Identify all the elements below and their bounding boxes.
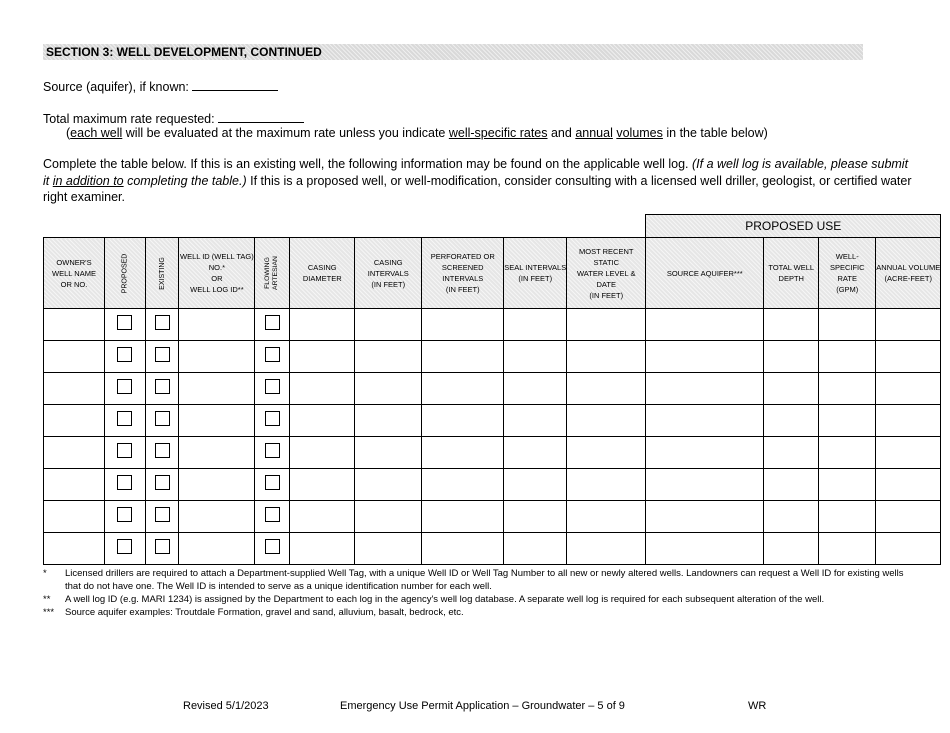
- instructions-paragraph: Complete the table below. If this is an existing well, the following information may be found on the applicable well log. (If a well log is available, please submit it in addition to completing the table.) If this is a proposed well, or well-modification, consider consulting with a licensed well driller, geologist, or certified water right examiner.: [43, 157, 912, 204]
- proposed-cell: [105, 341, 146, 373]
- flowing-artesian-cell: [255, 373, 290, 405]
- table-row: [44, 501, 941, 533]
- existing-cell: [145, 469, 179, 501]
- well-id-cell[interactable]: [179, 437, 255, 469]
- casing-diameter-cell[interactable]: [290, 501, 355, 533]
- well-id-cell[interactable]: [179, 309, 255, 341]
- flowing-artesian-checkbox[interactable]: [265, 411, 280, 426]
- col-flowing-artesian: FLOWING ARTESIAN: [255, 238, 290, 309]
- existing-checkbox[interactable]: [155, 347, 170, 362]
- perforated-intervals-cell[interactable]: [422, 501, 504, 533]
- perforated-intervals-cell[interactable]: [422, 309, 504, 341]
- well-table: [43, 214, 941, 565]
- table-row: [44, 405, 941, 437]
- existing-cell: [145, 437, 179, 469]
- static-water-level-cell[interactable]: [567, 469, 646, 501]
- proposed-checkbox[interactable]: [117, 475, 132, 490]
- casing-diameter-cell[interactable]: [290, 309, 355, 341]
- max-rate-label: Total maximum rate requested:: [43, 112, 215, 126]
- max-rate-line: [43, 110, 304, 126]
- casing-intervals-cell[interactable]: [355, 405, 422, 437]
- flowing-artesian-cell: [255, 533, 290, 565]
- proposed-cell: [105, 533, 146, 565]
- annual-volume-cell[interactable]: [876, 341, 941, 373]
- proposed-checkbox[interactable]: [117, 347, 132, 362]
- well-specific-rate-cell[interactable]: [819, 533, 876, 565]
- proposed-cell: [105, 405, 146, 437]
- casing-intervals-cell[interactable]: [355, 373, 422, 405]
- well-id-cell[interactable]: [179, 341, 255, 373]
- flowing-artesian-checkbox[interactable]: [265, 443, 280, 458]
- owner-well-name-cell[interactable]: [44, 469, 105, 501]
- existing-checkbox[interactable]: [155, 443, 170, 458]
- static-water-level-cell[interactable]: [567, 501, 646, 533]
- col-casing-diameter: CASING DIAMETER: [290, 238, 355, 309]
- seal-intervals-cell[interactable]: [504, 341, 567, 373]
- footnote-marker: ***: [43, 607, 55, 618]
- flowing-artesian-checkbox[interactable]: [265, 539, 280, 554]
- static-water-level-cell[interactable]: [567, 405, 646, 437]
- proposed-use-header: PROPOSED USE: [646, 215, 941, 238]
- existing-checkbox[interactable]: [155, 539, 170, 554]
- existing-checkbox[interactable]: [155, 379, 170, 394]
- proposed-checkbox[interactable]: [117, 539, 132, 554]
- owner-well-name-cell[interactable]: [44, 501, 105, 533]
- well-id-cell[interactable]: [179, 373, 255, 405]
- footnote-marker: *: [43, 568, 47, 579]
- flowing-artesian-checkbox[interactable]: [265, 379, 280, 394]
- well-id-cell[interactable]: [179, 469, 255, 501]
- casing-diameter-cell[interactable]: [290, 341, 355, 373]
- seal-intervals-cell[interactable]: [504, 437, 567, 469]
- footnote-text: Licensed drillers are required to attach a Department-supplied Well Tag, with a unique Well ID or Well Tag Number to all new or newly altered wells. Landowners can request a Well ID for existing wells that do not have one. The Well ID is intended to serve as a unique identification number for each well.: [65, 568, 904, 592]
- source-aquifer-cell[interactable]: [646, 373, 764, 405]
- owner-well-name-cell[interactable]: [44, 309, 105, 341]
- max-rate-note: (each well will be evaluated at the maximum rate unless you indicate well-specific rates and annual volumes in the table below): [66, 126, 768, 140]
- source-aquifer-cell[interactable]: [646, 533, 764, 565]
- well-id-cell[interactable]: [179, 501, 255, 533]
- footer-revised: Revised 5/1/2023: [183, 700, 269, 712]
- existing-checkbox[interactable]: [155, 475, 170, 490]
- well-id-cell[interactable]: [179, 405, 255, 437]
- volumes-text: volumes: [616, 126, 663, 140]
- well-specific-rate-cell[interactable]: [819, 437, 876, 469]
- flowing-artesian-cell: [255, 437, 290, 469]
- well-specific-rate-cell[interactable]: [819, 309, 876, 341]
- proposed-checkbox[interactable]: [117, 411, 132, 426]
- footer-code: WR: [748, 700, 767, 712]
- table-header-row: [44, 238, 941, 309]
- well-id-cell[interactable]: [179, 533, 255, 565]
- col-well-specific-rate: WELL-SPECIFIC RATE (GPM): [819, 238, 876, 309]
- flowing-artesian-cell: [255, 309, 290, 341]
- existing-cell: [145, 373, 179, 405]
- total-well-depth-cell[interactable]: [764, 501, 819, 533]
- source-aquifer-label: Source (aquifer), if known:: [43, 80, 189, 94]
- existing-checkbox[interactable]: [155, 315, 170, 330]
- well-specific-rate-cell[interactable]: [819, 501, 876, 533]
- seal-intervals-cell[interactable]: [504, 469, 567, 501]
- owner-well-name-cell[interactable]: [44, 373, 105, 405]
- source-aquifer-cell[interactable]: [646, 341, 764, 373]
- source-aquifer-cell[interactable]: [646, 309, 764, 341]
- owner-well-name-cell[interactable]: [44, 405, 105, 437]
- seal-intervals-cell[interactable]: [504, 373, 567, 405]
- footer-title: Emergency Use Permit Application – Groundwater – 5 of 9: [340, 700, 625, 712]
- static-water-level-cell[interactable]: [567, 437, 646, 469]
- table-row: [44, 469, 941, 501]
- table-row: [44, 373, 941, 405]
- table-row: [44, 533, 941, 565]
- perforated-intervals-cell[interactable]: [422, 469, 504, 501]
- annual-volume-cell[interactable]: [876, 533, 941, 565]
- source-aquifer-cell[interactable]: [646, 501, 764, 533]
- total-well-depth-cell[interactable]: [764, 533, 819, 565]
- existing-cell: [145, 501, 179, 533]
- static-water-level-cell[interactable]: [567, 341, 646, 373]
- flowing-artesian-checkbox[interactable]: [265, 475, 280, 490]
- casing-intervals-cell[interactable]: [355, 341, 422, 373]
- total-well-depth-cell[interactable]: [764, 405, 819, 437]
- proposed-cell: [105, 437, 146, 469]
- well-specific-rates-text: well-specific rates: [448, 126, 548, 140]
- static-water-level-cell[interactable]: [567, 309, 646, 341]
- proposed-cell: [105, 309, 146, 341]
- annual-volume-cell[interactable]: [876, 309, 941, 341]
- perforated-intervals-cell[interactable]: [422, 437, 504, 469]
- proposed-cell: [105, 469, 146, 501]
- each-well-text: each well: [70, 126, 123, 140]
- perforated-intervals-cell[interactable]: [422, 341, 504, 373]
- footnote-marker: **: [43, 594, 51, 605]
- seal-intervals-cell[interactable]: [504, 501, 567, 533]
- source-aquifer-cell[interactable]: [646, 469, 764, 501]
- footnote: [43, 606, 923, 636]
- owner-well-name-cell[interactable]: [44, 341, 105, 373]
- well-specific-rate-cell[interactable]: [819, 469, 876, 501]
- section-title: SECTION 3: WELL DEVELOPMENT, CONTINUED: [43, 44, 863, 60]
- casing-diameter-cell[interactable]: [290, 469, 355, 501]
- footnote-text: Source aquifer examples: Troutdale Formation, gravel and sand, alluvium, basalt, bedrock, etc.: [65, 607, 464, 618]
- existing-cell: [145, 533, 179, 565]
- table-row: [44, 341, 941, 373]
- owner-well-name-cell[interactable]: [44, 533, 105, 565]
- flowing-artesian-checkbox[interactable]: [265, 315, 280, 330]
- seal-intervals-cell[interactable]: [504, 405, 567, 437]
- flowing-artesian-checkbox[interactable]: [265, 507, 280, 522]
- well-specific-rate-cell[interactable]: [819, 341, 876, 373]
- perforated-intervals-cell[interactable]: [422, 533, 504, 565]
- perforated-intervals-cell[interactable]: [422, 405, 504, 437]
- source-aquifer-input[interactable]: [192, 78, 278, 91]
- flowing-artesian-cell: [255, 469, 290, 501]
- casing-intervals-cell[interactable]: [355, 309, 422, 341]
- existing-cell: [145, 341, 179, 373]
- total-well-depth-cell[interactable]: [764, 341, 819, 373]
- existing-checkbox[interactable]: [155, 411, 170, 426]
- proposed-checkbox[interactable]: [117, 443, 132, 458]
- col-source-aquifer: SOURCE AQUIFER***: [646, 238, 764, 309]
- proposed-checkbox[interactable]: [117, 379, 132, 394]
- casing-intervals-cell[interactable]: [355, 469, 422, 501]
- col-proposed: PROPOSED: [105, 238, 146, 309]
- casing-diameter-cell[interactable]: [290, 373, 355, 405]
- existing-cell: [145, 405, 179, 437]
- proposed-checkbox[interactable]: [117, 507, 132, 522]
- footnote-text: A well log ID (e.g. MARI 1234) is assigned by the Department to each log in the agency's well log database. A separate well log is required for each subsequent alteration of the well.: [65, 594, 825, 605]
- col-perforated-intervals: PERFORATED OR SCREENED INTERVALS (IN FEET): [422, 238, 504, 309]
- annual-volume-cell[interactable]: [876, 469, 941, 501]
- table-row: [44, 437, 941, 469]
- flowing-artesian-cell: [255, 341, 290, 373]
- flowing-artesian-checkbox[interactable]: [265, 347, 280, 362]
- total-well-depth-cell[interactable]: [764, 309, 819, 341]
- casing-diameter-cell[interactable]: [290, 405, 355, 437]
- casing-intervals-cell[interactable]: [355, 437, 422, 469]
- annual-volume-cell[interactable]: [876, 373, 941, 405]
- source-aquifer-cell[interactable]: [646, 437, 764, 469]
- proposed-cell: [105, 373, 146, 405]
- seal-intervals-cell[interactable]: [504, 533, 567, 565]
- col-existing: EXISTING: [145, 238, 179, 309]
- col-casing-intervals: CASING INTERVALS (IN FEET): [355, 238, 422, 309]
- table-row: [44, 309, 941, 341]
- casing-intervals-cell[interactable]: [355, 501, 422, 533]
- total-well-depth-cell[interactable]: [764, 373, 819, 405]
- casing-diameter-cell[interactable]: [290, 437, 355, 469]
- col-seal-intervals: SEAL INTERVALS (IN FEET): [504, 238, 567, 309]
- flowing-artesian-cell: [255, 405, 290, 437]
- well-specific-rate-cell[interactable]: [819, 373, 876, 405]
- proposed-cell: [105, 501, 146, 533]
- total-well-depth-cell[interactable]: [764, 437, 819, 469]
- annual-volume-cell[interactable]: [876, 501, 941, 533]
- proposed-checkbox[interactable]: [117, 315, 132, 330]
- col-total-well-depth: TOTAL WELL DEPTH: [764, 238, 819, 309]
- existing-checkbox[interactable]: [155, 507, 170, 522]
- col-well-id: WELL ID (WELL TAG) NO.* OR WELL LOG ID**: [179, 238, 255, 309]
- flowing-artesian-cell: [255, 501, 290, 533]
- annual-volume-cell[interactable]: [876, 405, 941, 437]
- well-specific-rate-cell[interactable]: [819, 405, 876, 437]
- total-well-depth-cell[interactable]: [764, 469, 819, 501]
- col-static-water-level: MOST RECENT STATIC WATER LEVEL & DATE (IN FEET): [567, 238, 646, 309]
- static-water-level-cell[interactable]: [567, 533, 646, 565]
- max-rate-input[interactable]: [218, 110, 304, 123]
- source-aquifer-line: [43, 78, 278, 94]
- owner-well-name-cell[interactable]: [44, 437, 105, 469]
- casing-intervals-cell[interactable]: [355, 533, 422, 565]
- static-water-level-cell[interactable]: [567, 373, 646, 405]
- seal-intervals-cell[interactable]: [504, 309, 567, 341]
- annual-volume-cell[interactable]: [876, 437, 941, 469]
- source-aquifer-cell[interactable]: [646, 405, 764, 437]
- annual-text: annual: [575, 126, 613, 140]
- perforated-intervals-cell[interactable]: [422, 373, 504, 405]
- existing-cell: [145, 309, 179, 341]
- col-owner-well-name: OWNER'S WELL NAME OR NO.: [44, 238, 105, 309]
- casing-diameter-cell[interactable]: [290, 533, 355, 565]
- col-annual-volume: ANNUAL VOLUME (ACRE-FEET): [876, 238, 941, 309]
